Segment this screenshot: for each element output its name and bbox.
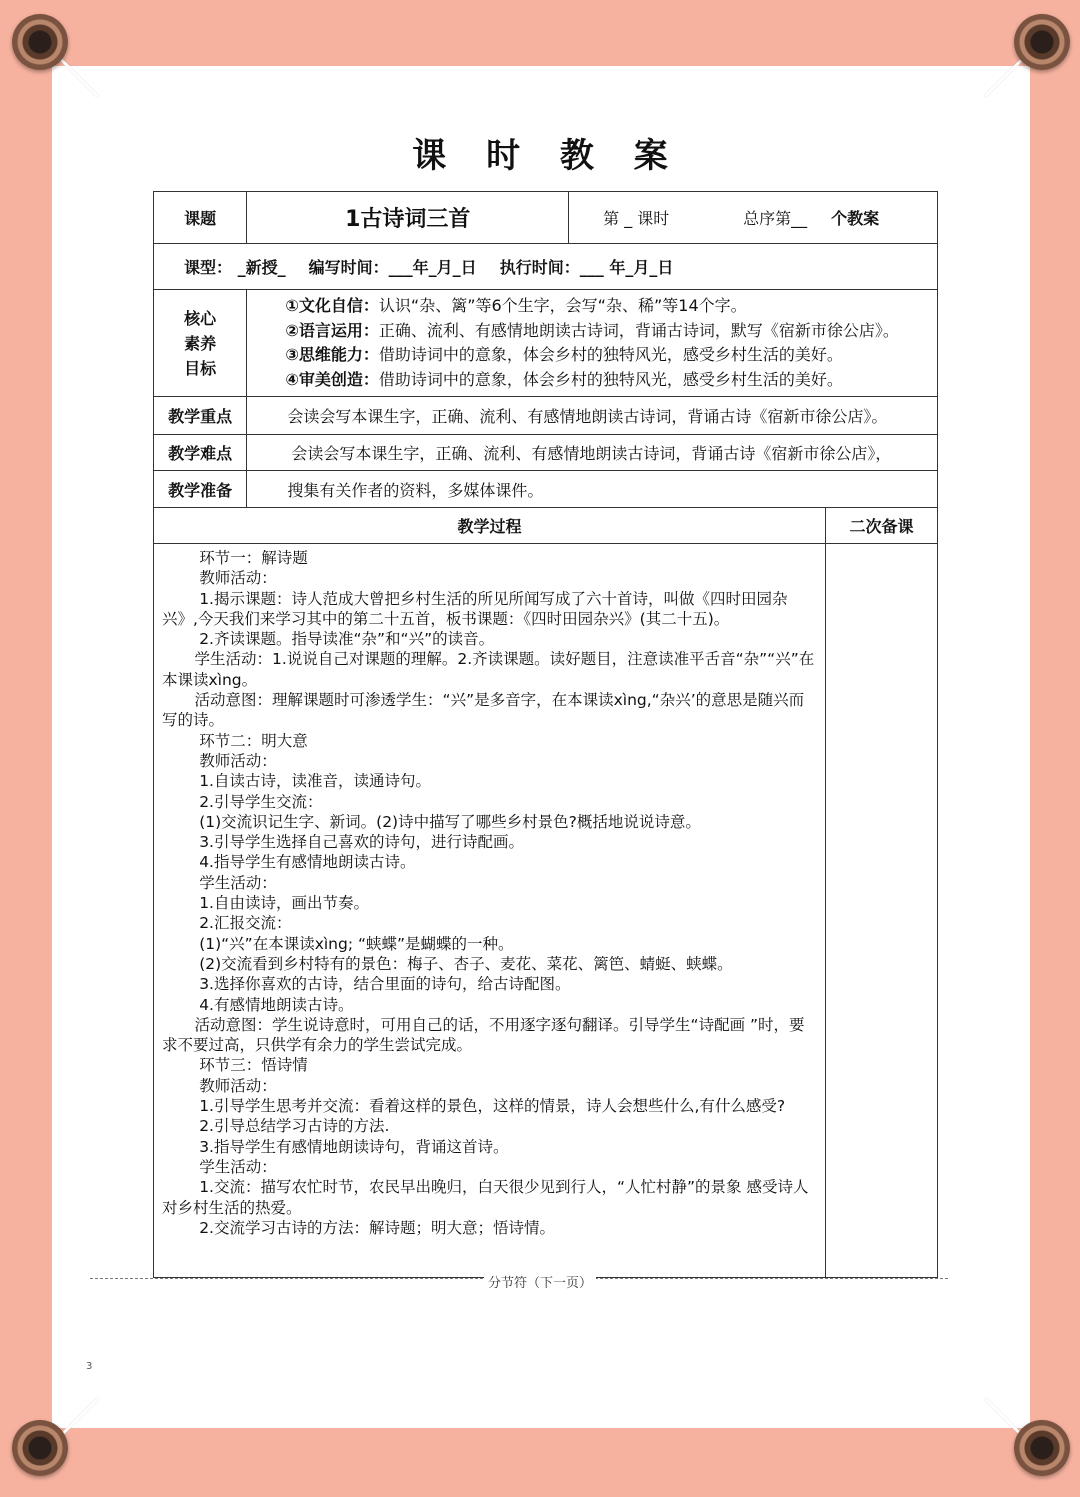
process-line: 1.交流：描写农忙时节，农民早出晚归，白天很少见到行人，“人忙村静”的景象 感受诗人对乡村生活的热爱。 xyxy=(162,1178,809,1217)
process-line: 环节三：悟诗情 xyxy=(199,1056,308,1075)
process-line: 1.揭示课题：诗人范成大曾把乡村生活的所见所闻写成了六十首诗，叫做《四时田园杂兴》,今天我们来学习其中的第二十五首，板书课题：《四时田园杂兴》(其二十五)。 xyxy=(162,589,788,628)
process-line: 教师活动： xyxy=(199,1076,277,1095)
page-number: 3 xyxy=(86,1361,93,1372)
goals-row xyxy=(154,290,938,397)
grommet-bottom-left xyxy=(12,1420,68,1476)
process-line: (1)交流识记生字、新词。(2)诗中描写了哪些乡村景色?概括地说说诗意。 xyxy=(199,812,701,831)
lesson-info xyxy=(569,192,938,244)
prep-row xyxy=(154,471,938,508)
executed-date: 执行时间：___ 年_月_日 xyxy=(499,258,674,277)
difficulty-row xyxy=(154,435,938,471)
process-line: 3.指导学生有感情地朗读诗句，背诵这首诗。 xyxy=(199,1137,509,1156)
grommet-bottom-right xyxy=(1014,1420,1070,1476)
second-prep-header: 二次备课 xyxy=(826,508,938,544)
grommet-top-right xyxy=(1014,14,1070,70)
plan-suffix: 个教案 xyxy=(831,209,880,228)
focus-row xyxy=(154,397,938,435)
goal-item: ④审美创造：借助诗词中的意象，体会乡村的独特风光，感受乡村生活的美好。 xyxy=(285,369,843,389)
goals-label: 核心 素养 目标 xyxy=(154,290,247,397)
prep-text: 搜集有关作者的资料，多媒体课件。 xyxy=(247,471,938,508)
process-line: 学生活动：1.说说自己对课题的理解。2.齐读课题。读好题目，注意读准平舌音“杂”“兴”在本课读xìng。 xyxy=(162,650,815,689)
process-line: (2)交流看到乡村特有的景色：梅子、杏子、麦花、菜花、篱笆、蜻蜓、蛱蝶。 xyxy=(199,954,733,973)
course-title: 1古诗词三首 xyxy=(247,192,569,244)
process-line: 4.指导学生有感情地朗读古诗。 xyxy=(199,853,416,872)
process-line: 2.引导总结学习古诗的方法. xyxy=(199,1117,390,1136)
document-title: 课 时 教 案 xyxy=(412,136,682,176)
lesson-number: 第 _ 课时 xyxy=(603,209,670,228)
process-line: (1)“兴”在本课读xìng; “蛱蝶”是蝴蝶的一种。 xyxy=(199,934,514,953)
goal-item: ②语言运用：正确、流利、有感情地朗读古诗词，背诵古诗词，默写《宿新市徐公店》。 xyxy=(285,320,899,340)
process-line: 教师活动： xyxy=(199,569,277,588)
process-line: 学生活动： xyxy=(199,1157,277,1176)
grommet-top-left xyxy=(12,14,68,70)
process-content xyxy=(154,544,826,1278)
header-row xyxy=(154,192,938,244)
goal-item: ③思维能力：借助诗词中的意象，体会乡村的独特风光，感受乡村生活的美好。 xyxy=(285,345,843,364)
process-line: 2.汇报交流： xyxy=(199,914,292,933)
second-prep-column xyxy=(826,544,938,1278)
process-header-row xyxy=(154,508,938,544)
process-line: 2.齐读课题。指导读准“杂”和“兴”的读音。 xyxy=(199,630,495,649)
process-line: 3.选择你喜欢的古诗，结合里面的诗句，给古诗配图。 xyxy=(199,975,571,994)
topic-label: 课题 xyxy=(154,192,247,244)
process-body-row xyxy=(154,544,938,1278)
process-line: 1.自读古诗，读准音，读通诗句。 xyxy=(199,772,431,791)
lesson-type: 课型： _新授_ xyxy=(184,258,286,277)
focus-label: 教学重点 xyxy=(154,397,247,435)
process-header: 教学过程 xyxy=(154,508,826,544)
goal-item: ①文化自信：认识“杂、篱”等6个生字，会写“杂、稀”等14个字。 xyxy=(285,296,747,315)
written-date: 编写时间：___年_月_日 xyxy=(308,258,477,277)
meta-cell xyxy=(154,244,938,290)
process-line: 1.引导学生思考并交流：看着这样的景色，这样的情景，诗人会想些什么,有什么感受? xyxy=(199,1097,786,1116)
process-line: 4.有感情地朗读古诗。 xyxy=(199,995,354,1014)
process-line: 2.交流学习古诗的方法：解诗题；明大意；悟诗情。 xyxy=(199,1218,555,1237)
difficulty-text: 会读会写本课生字，正确、流利、有感情地朗读古诗词，背诵古诗《宿新市徐公店》， xyxy=(247,435,938,471)
process-line: 学生活动： xyxy=(199,873,277,892)
focus-text: 会读会写本课生字，正确、流利、有感情地朗读古诗词，背诵古诗《宿新市徐公店》。 xyxy=(247,397,938,435)
prep-label: 教学准备 xyxy=(154,471,247,508)
meta-row xyxy=(154,244,938,290)
goals-list xyxy=(247,290,938,397)
process-line: 活动意图：理解课题时可渗透学生：“兴”是多音字，在本课读xìng,“杂兴’的意思是随兴而写的诗。 xyxy=(162,691,805,730)
process-line: 1.自由读诗，画出节奏。 xyxy=(199,894,369,913)
difficulty-label: 教学难点 xyxy=(154,435,247,471)
total-sequence: 总序第__ xyxy=(743,209,808,228)
section-break-label: 分节符（下一页） xyxy=(0,1272,1080,1291)
process-line: 环节二：明大意 xyxy=(199,731,308,750)
process-line: 环节一：解诗题 xyxy=(199,549,308,567)
process-line: 活动意图：学生说诗意时，可用自己的话，不用逐字逐句翻译。引导学生“诗配画 ”时，要求不要过高，只供学有余力的学生尝试完成。 xyxy=(162,1015,805,1055)
process-line: 3.引导学生选择自己喜欢的诗句，进行诗配画。 xyxy=(199,833,524,852)
process-line: 教师活动： xyxy=(199,751,277,770)
process-line: 2.引导学生交流： xyxy=(199,792,323,811)
lesson-plan-table xyxy=(153,191,938,1278)
